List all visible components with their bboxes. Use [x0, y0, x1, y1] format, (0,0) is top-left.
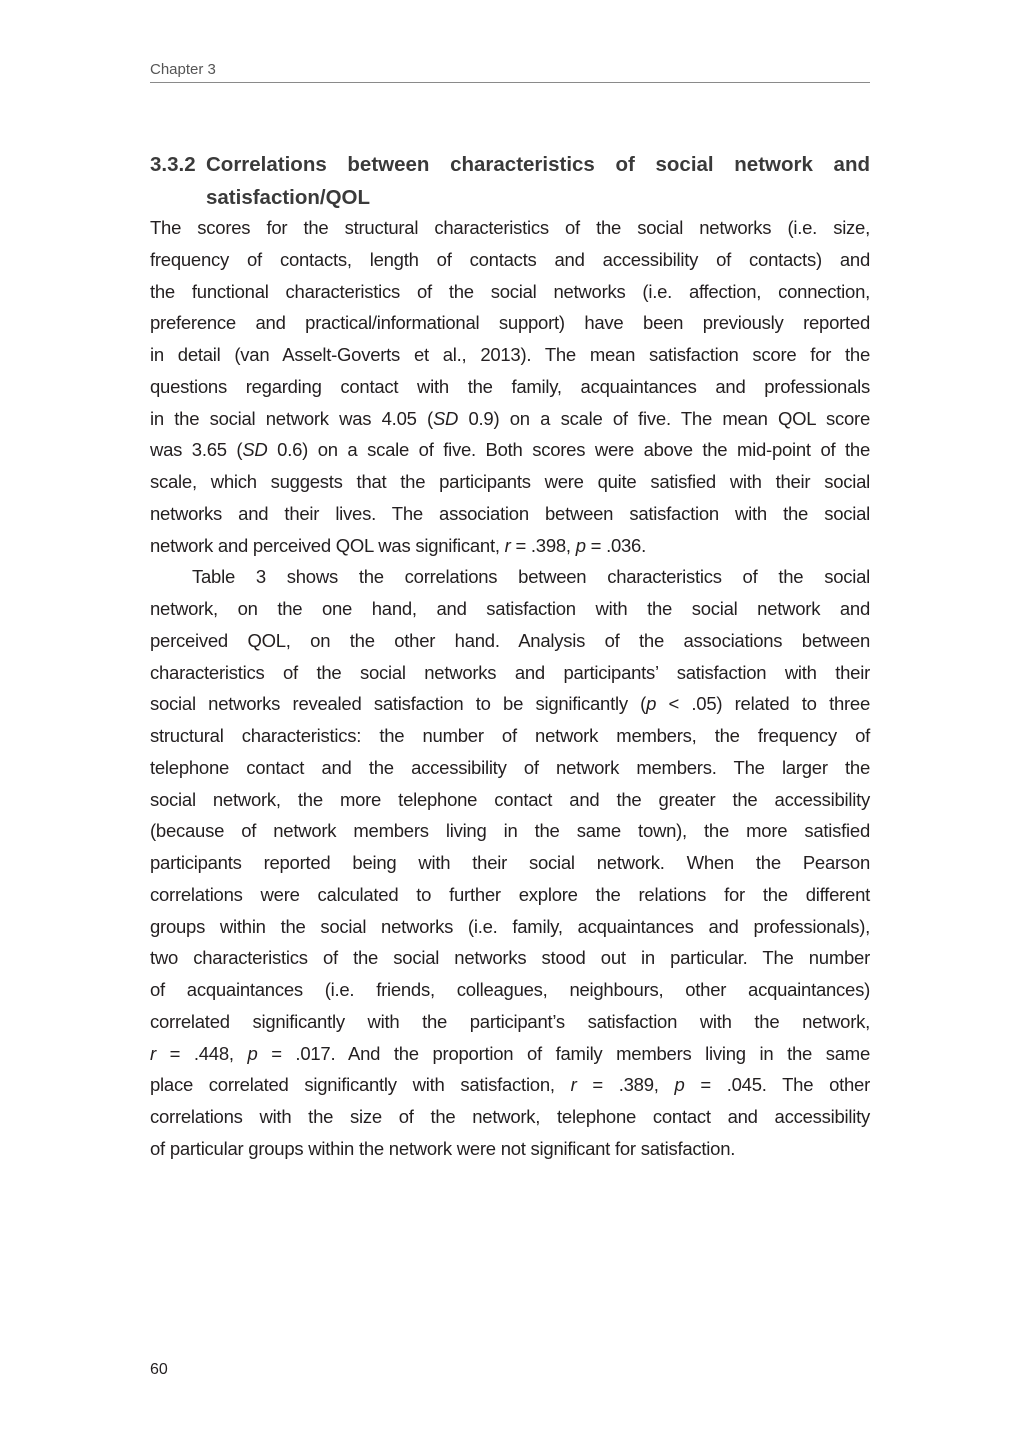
text-line: [150, 688, 870, 720]
header-rule: [150, 82, 870, 83]
text-line: [150, 625, 870, 657]
text-line: [150, 657, 870, 689]
text-line: [150, 1069, 870, 1101]
text-segment: in detail (van Asselt-Goverts et al., 2013). The mean satisfaction score for the: [150, 344, 870, 365]
text-line: [150, 466, 870, 498]
italic-text: r: [570, 1074, 577, 1096]
italic-text: SD: [242, 439, 268, 461]
paragraph: [150, 561, 870, 1164]
text-segment: scale, which suggests that the participants were quite satisfied with their social: [150, 471, 870, 492]
text-line: [150, 784, 870, 816]
text-line: [150, 593, 870, 625]
text-segment: = .045. The other: [684, 1074, 870, 1096]
italic-text: p: [247, 1042, 258, 1064]
text-segment: structural characteristics: the number of network members, the frequency of: [150, 725, 870, 746]
text-segment: = .448,: [155, 1042, 248, 1064]
italic-text: p: [674, 1074, 685, 1096]
text-segment: place correlated significantly with satisfaction,: [150, 1074, 571, 1096]
section-heading: [150, 148, 870, 214]
text-segment: the functional characteristics of the social networks (i.e. affection, connection,: [150, 280, 870, 302]
text-line: [150, 212, 870, 244]
text-segment: 0.6) on a scale of five. Both scores were above the mid-point of the: [267, 439, 870, 461]
text-segment: of particular groups within the network were not significant for satisfaction.: [150, 1137, 736, 1159]
text-segment: The scores for the structural characteristics of the social networks (i.e. size,: [150, 217, 870, 238]
text-line: [150, 974, 870, 1006]
text-line: [150, 561, 870, 593]
text-segment: Table 3 shows the correlations between characteristics of the social: [192, 566, 870, 588]
text-line: [150, 752, 870, 784]
paragraph: [150, 212, 870, 561]
text-segment: = .389,: [576, 1074, 675, 1096]
text-segment: questions regarding contact with the family, acquaintances and professionals: [150, 375, 870, 397]
text-line: [150, 911, 870, 943]
text-line: [150, 879, 870, 911]
text-segment: two characteristics of the social networks stood out in particular. The number: [150, 947, 870, 969]
text-line: [150, 530, 870, 562]
text-segment: = .017. And the proportion of family members living in the same: [257, 1042, 870, 1064]
text-segment: correlations with the size of the network, telephone contact and accessibility: [150, 1106, 870, 1127]
text-segment: social network, the more telephone contact and the greater the accessibility: [150, 788, 870, 810]
text-segment: network and perceived QOL was significant,: [150, 534, 505, 556]
text-line: [150, 307, 870, 339]
text-segment: networks and their lives. The association between satisfaction with the social: [150, 502, 870, 524]
italic-text: r: [504, 534, 511, 556]
text-line: [150, 498, 870, 530]
text-segment: < .05) related to three: [656, 693, 870, 715]
text-line: [150, 339, 870, 371]
section-number: 3.3.2: [150, 153, 196, 176]
text-segment: telephone contact and the accessibility of network members. The larger the: [150, 756, 870, 778]
text-segment: of acquaintances (i.e. friends, colleagues, neighbours, other acquaintances): [150, 979, 870, 1000]
italic-text: p: [646, 693, 657, 715]
italic-text: r: [150, 1042, 156, 1064]
page-number: 60: [150, 1361, 168, 1378]
text-segment: was 3.65 (: [150, 439, 243, 461]
section-title-line: Correlations between characteristics of social network and: [206, 153, 870, 176]
text-segment: social networks revealed satisfaction to be significantly (: [150, 693, 647, 715]
section-title-line: satisfaction/QOL: [206, 186, 371, 209]
text-segment: = .398,: [510, 534, 576, 556]
text-line: [150, 244, 870, 276]
text-segment: frequency of contacts, length of contacts and accessibility of contacts) and: [150, 248, 870, 270]
text-segment: (because of network members living in the same town), the more satisfied: [150, 820, 870, 842]
text-segment: 0.9) on a scale of five. The mean QOL score: [458, 407, 870, 429]
section-title: [206, 148, 870, 214]
text-segment: network, on the one hand, and satisfaction with the social network and: [150, 598, 870, 619]
text-line: [150, 276, 870, 308]
running-head: Chapter 3: [150, 61, 216, 78]
text-segment: correlations were calculated to further explore the relations for the different: [150, 883, 870, 905]
text-segment: groups within the social networks (i.e. family, acquaintances and professionals),: [150, 915, 870, 937]
text-line: [150, 1133, 870, 1165]
text-line: [150, 815, 870, 847]
italic-text: p: [575, 534, 586, 556]
text-segment: = .036.: [585, 534, 646, 556]
text-line: [150, 371, 870, 403]
text-line: [150, 1101, 870, 1133]
text-segment: in the social network was 4.05 (: [150, 407, 433, 429]
text-segment: correlated significantly with the participant’s satisfaction with the network,: [150, 1010, 870, 1032]
text-line: [150, 720, 870, 752]
text-segment: participants reported being with their social network. When the Pearson: [150, 852, 870, 873]
text-segment: characteristics of the social networks and participants’ satisfaction with their: [150, 661, 870, 683]
text-line: [150, 434, 870, 466]
text-segment: perceived QOL, on the other hand. Analysis of the associations between: [150, 629, 870, 651]
text-line: [150, 847, 870, 879]
text-line: [150, 403, 870, 435]
text-line: [150, 942, 870, 974]
text-line: [150, 1038, 870, 1070]
text-line: [150, 1006, 870, 1038]
body-text: [150, 212, 870, 1165]
italic-text: SD: [432, 407, 459, 429]
text-segment: preference and practical/informational support) have been previously reported: [150, 312, 870, 334]
